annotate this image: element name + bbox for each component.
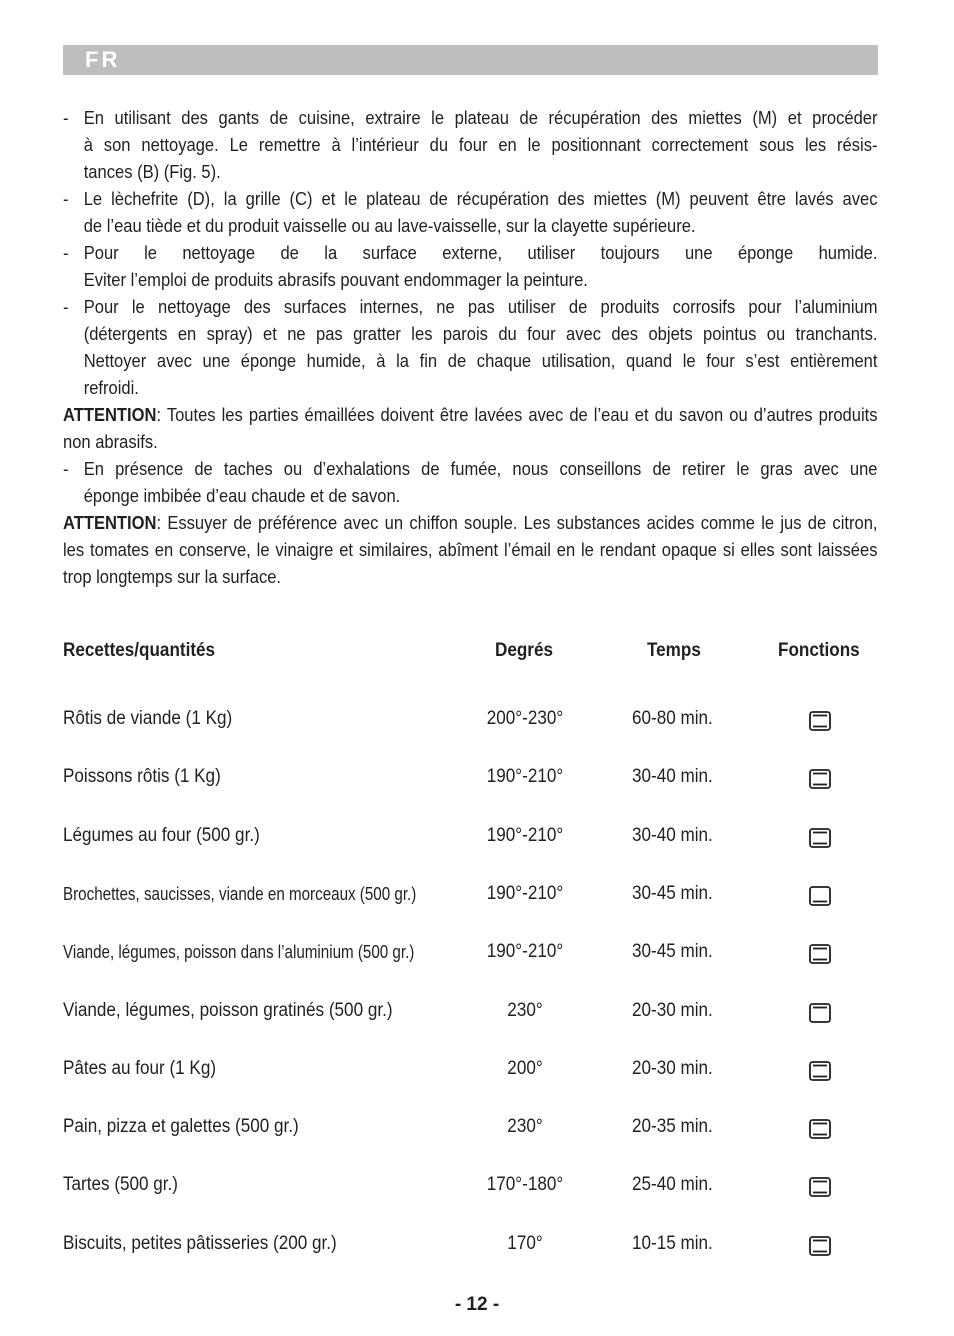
bullet-line: Le lèchefrite (D), la grille (C) et le plateau de récupération des miettes (M) peuvent être lavés avec xyxy=(83,188,878,209)
degrees-cell: 200° xyxy=(507,1057,543,1079)
language-label: FR xyxy=(85,47,121,72)
attention-paragraph-1 xyxy=(63,401,878,455)
attention-text: : Toutes les parties émaillées doivent être lavées avec de l’eau et du savon ou d’autres produits non abrasifs. xyxy=(63,404,878,452)
recipe-cell: Pain, pizza et galettes (500 gr.) xyxy=(63,1116,299,1138)
degrees-cell: 190°-210° xyxy=(486,824,564,846)
table-row xyxy=(63,1000,878,1040)
table-row xyxy=(63,1233,878,1273)
top-bottom-heat-icon xyxy=(809,1236,831,1256)
table-row xyxy=(63,883,878,923)
time-cell: 20-35 min. xyxy=(632,1116,713,1138)
header-recipe: Recettes/quantités xyxy=(63,640,216,661)
recipe-cell: Rôtis de viande (1 Kg) xyxy=(63,708,233,729)
bullet-line: (détergents en spray) et ne pas gratter les parois du four avec des objets pointus ou tranchants. xyxy=(83,323,878,344)
top-bottom-heat-icon xyxy=(809,1119,831,1139)
attention-label: ATTENTION xyxy=(63,512,157,533)
top-bottom-heat-icon xyxy=(809,1177,831,1197)
time-cell: 30-45 min. xyxy=(632,882,713,904)
time-cell: 20-30 min. xyxy=(632,999,713,1021)
recipe-cell: Biscuits, petites pâtisseries (200 gr.) xyxy=(63,1232,337,1254)
top-bottom-heat-icon xyxy=(809,769,831,789)
bullet-line: En présence de taches ou d’exhalations de fumée, nous conseillons de retirer le gras avec une xyxy=(83,458,878,479)
bullet-item xyxy=(63,293,878,401)
table-row xyxy=(63,1058,878,1098)
table-row xyxy=(63,941,878,981)
table-row xyxy=(63,766,878,806)
attention-label: ATTENTION xyxy=(63,404,157,425)
degrees-cell: 230° xyxy=(507,1116,543,1138)
bullet-list-1 xyxy=(63,104,878,401)
degrees-cell: 190°-210° xyxy=(486,941,564,963)
degrees-cell: 170° xyxy=(507,1232,543,1254)
time-cell: 20-30 min. xyxy=(632,1057,713,1079)
time-cell: 60-80 min. xyxy=(632,708,713,729)
top-bottom-heat-icon xyxy=(809,828,831,848)
degrees-cell: 190°-210° xyxy=(486,882,564,904)
bullet-dash: - xyxy=(63,242,69,263)
bullet-line: En utilisant des gants de cuisine, extraire le plateau de récupération des miettes (M) et procéder xyxy=(83,107,878,128)
recipe-cell: Viande, légumes, poisson gratinés (500 gr.) xyxy=(63,999,393,1021)
recipe-cell: Légumes au four (500 gr.) xyxy=(63,824,260,846)
bullet-dash: - xyxy=(63,296,69,317)
recipe-cell: Brochettes, saucisses, viande en morceaux (500 gr.) xyxy=(63,882,417,904)
bullet-list-2 xyxy=(63,455,878,509)
bullet-line: à son nettoyage. Le remettre à l’intérieur du four en le positionnant correctement sous les résis- xyxy=(83,134,878,155)
top-bottom-heat-icon xyxy=(809,711,831,731)
recipe-cell: Poissons rôtis (1 Kg) xyxy=(63,766,221,788)
table-row xyxy=(63,1116,878,1156)
page-number: - 12 - xyxy=(454,1294,500,1315)
bullet-line: Eviter l’emploi de produits abrasifs pouvant endommager la peinture. xyxy=(83,269,588,290)
header-degrees: Degrés xyxy=(495,640,553,661)
degrees-cell: 230° xyxy=(507,999,543,1021)
bullet-line: Pour le nettoyage de la surface externe, utiliser toujours une éponge humide. xyxy=(83,242,878,263)
bullet-dash: - xyxy=(63,107,69,128)
recipe-cell: Pâtes au four (1 Kg) xyxy=(63,1057,217,1079)
degrees-cell: 200°-230° xyxy=(486,708,564,729)
bullet-item xyxy=(63,455,878,509)
degrees-cell: 170°-180° xyxy=(486,1174,564,1196)
bullet-line: de l’eau tiède et du produit vaisselle ou au lave-vaisselle, sur la clayette supérieure. xyxy=(83,215,696,236)
bullet-line: tances (B) (Fig. 5). xyxy=(83,161,221,182)
table-row xyxy=(63,1174,878,1214)
top-bottom-heat-icon xyxy=(809,1061,831,1081)
bullet-item xyxy=(63,185,878,239)
cleaning-instructions xyxy=(63,104,878,590)
time-cell: 30-40 min. xyxy=(632,824,713,846)
degrees-cell: 190°-210° xyxy=(486,766,564,788)
bullet-item xyxy=(63,104,878,185)
time-cell: 25-40 min. xyxy=(632,1174,713,1196)
bullet-line: Nettoyer avec une éponge humide, à la fin de chaque utilisation, quand le four s’est entièrement xyxy=(83,350,878,371)
bullet-line: Pour le nettoyage des surfaces internes, ne pas utiliser de produits corrosifs pour l’aluminium xyxy=(83,296,878,317)
table-row xyxy=(63,825,878,865)
attention-paragraph-2 xyxy=(63,509,878,590)
bullet-line: refroidi. xyxy=(83,377,139,398)
header-functions: Fonctions xyxy=(778,640,860,661)
recipe-cell: Viande, légumes, poisson dans l’aluminium (500 gr.) xyxy=(63,941,415,963)
header-time: Temps xyxy=(647,640,701,661)
bullet-dash: - xyxy=(63,458,69,479)
bullet-dash: - xyxy=(63,188,69,209)
bottom-heat-icon xyxy=(809,886,831,906)
recipe-cell: Tartes (500 gr.) xyxy=(63,1174,179,1196)
time-cell: 10-15 min. xyxy=(632,1232,713,1254)
time-cell: 30-45 min. xyxy=(632,941,713,963)
language-header-bar xyxy=(63,45,878,75)
attention-text: : Essuyer de préférence avec un chiffon souple. Les substances acides comme le jus de citron, les tomates en conserve, le vinaigre et similaires, abîment l’émail en le rendant opaque si elles sont laissées trop longtemps sur la surface. xyxy=(63,512,878,587)
top-bottom-heat-icon xyxy=(809,944,831,964)
bullet-item xyxy=(63,239,878,293)
top-heat-icon xyxy=(809,1003,831,1023)
time-cell: 30-40 min. xyxy=(632,766,713,788)
table-row xyxy=(63,708,878,748)
bullet-line: éponge imbibée d’eau chaude et de savon. xyxy=(83,485,401,506)
